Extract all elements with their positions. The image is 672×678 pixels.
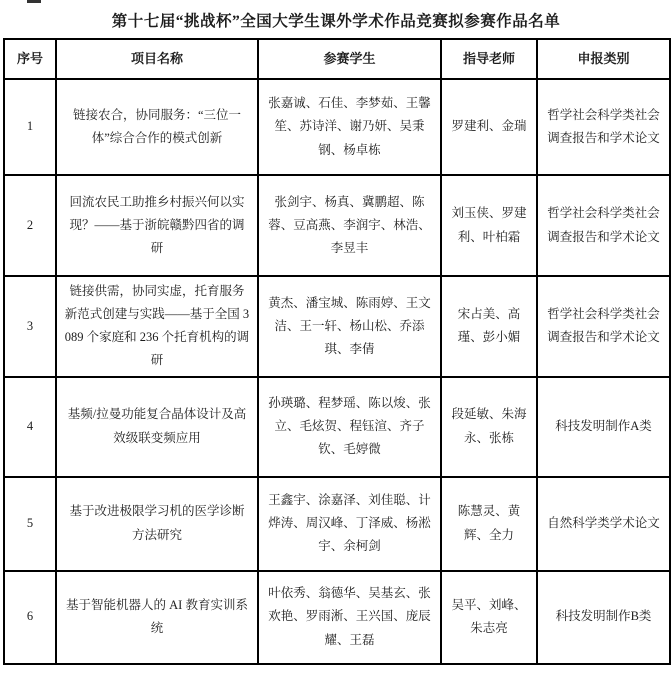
- students-cell: 孙瑛璐、程梦瑶、陈以焌、张立、毛炫贺、程钰渲、齐子钦、毛婷微: [258, 377, 441, 477]
- scan-artifact: [27, 0, 41, 3]
- project-name-cell: 基于智能机器人的 AI 教育实训系统: [56, 571, 258, 664]
- students-cell: 张嘉诚、石佳、李梦茹、王馨笙、苏诗洋、谢乃妍、吴秉钢、杨卓栋: [258, 79, 441, 175]
- advisors-cell: 罗建利、金瑞: [441, 79, 537, 175]
- entries-table: [3, 38, 671, 665]
- students-cell: 黄杰、潘宝城、陈雨婷、王文洁、王一轩、杨山松、乔添琪、李倩: [258, 276, 441, 377]
- table-row: [4, 276, 670, 377]
- table-header-row: [4, 39, 670, 79]
- project-name-cell: 基于改进极限学习机的医学诊断方法研究: [56, 477, 258, 571]
- category-cell: 哲学社会科学类社会调查报告和学术论文: [537, 276, 670, 377]
- students-cell: 王鑫宇、涂嘉泽、刘佳聪、计烨涛、周汉峰、丁泽威、杨淞宇、余柯剑: [258, 477, 441, 571]
- category-cell: 哲学社会科学类社会调查报告和学术论文: [537, 175, 670, 276]
- project-name-cell: 基频/拉曼功能复合晶体设计及高效级联变频应用: [56, 377, 258, 477]
- project-name-cell: 链接农合，协同服务：“三位一体”综合合作的模式创新: [56, 79, 258, 175]
- students-cell: 张剑宇、杨真、冀鹏超、陈蓉、豆高燕、李润宇、林浩、李昱丰: [258, 175, 441, 276]
- row-number-cell: 2: [4, 175, 56, 276]
- table-row: [4, 477, 670, 571]
- advisors-cell: 宋占美、高瑾、彭小媚: [441, 276, 537, 377]
- row-number-cell: 4: [4, 377, 56, 477]
- advisors-cell: 刘玉侠、罗建利、叶柏霜: [441, 175, 537, 276]
- col-header-category: 申报类别: [537, 39, 670, 79]
- project-name-cell: 回流农民工助推乡村振兴何以实现？——基于浙皖赣黔四省的调研: [56, 175, 258, 276]
- col-header-advisors: 指导老师: [441, 39, 537, 79]
- table-row: [4, 175, 670, 276]
- category-cell: 科技发明制作A类: [537, 377, 670, 477]
- advisors-cell: 陈慧灵、黄辉、全力: [441, 477, 537, 571]
- row-number-cell: 3: [4, 276, 56, 377]
- category-cell: 自然科学类学术论文: [537, 477, 670, 571]
- advisors-cell: 段延敏、朱海永、张栋: [441, 377, 537, 477]
- table-row: [4, 377, 670, 477]
- category-cell: 科技发明制作B类: [537, 571, 670, 664]
- advisors-cell: 吴平、刘峰、朱志亮: [441, 571, 537, 664]
- col-header-students: 参赛学生: [258, 39, 441, 79]
- category-cell: 哲学社会科学类社会调查报告和学术论文: [537, 79, 670, 175]
- row-number-cell: 1: [4, 79, 56, 175]
- project-name-cell: 链接供需，协同实虚，托育服务新范式创建与实践——基于全国 3089 个家庭和 236 个托育机构的调研: [56, 276, 258, 377]
- students-cell: 叶依秀、翁德华、吴基玄、张欢艳、罗雨淅、王兴国、庞辰耀、王磊: [258, 571, 441, 664]
- document-title: 第十七届“挑战杯”全国大学生课外学术作品竞赛拟参赛作品名单: [111, 13, 561, 30]
- table-row: [4, 79, 670, 175]
- col-header-index: 序号: [4, 39, 56, 79]
- col-header-project: 项目名称: [56, 39, 258, 79]
- row-number-cell: 5: [4, 477, 56, 571]
- row-number-cell: 6: [4, 571, 56, 664]
- table-row: [4, 571, 670, 664]
